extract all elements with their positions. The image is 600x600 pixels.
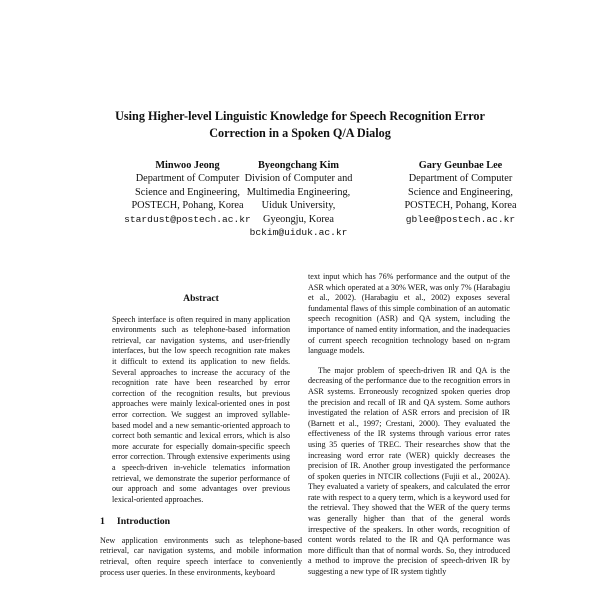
author-block-2 bbox=[211, 159, 386, 239]
author-email: bckim@uiduk.ac.kr bbox=[249, 227, 348, 239]
author-affiliation-line: Uiduk University, bbox=[261, 200, 336, 212]
abstract-heading: Abstract bbox=[183, 293, 219, 304]
author-affiliation-line: POSTECH, Pohang, Korea bbox=[131, 200, 244, 212]
author-email: stardust@postech.ac.kr bbox=[124, 213, 251, 225]
author-affiliation-line: Science and Engineering, bbox=[408, 186, 513, 198]
author-affiliation-line: Science and Engineering, bbox=[135, 186, 240, 198]
abstract-text: Speech interface is often required in many application environments such as telephone-based information retrieval, car navigation systems, and user-friendly interfaces, but the low speech recognition rate makes it difficult to extend its application to new fields. Several approaches to increase the accuracy of the recognition rate have been researched by error correction of the recognition results, but previous approaches were mainly lexical-oriented ones in post error correction. We suggest an improved syllable-based model and a new semantic-oriented approach to correct both semantic and lexical errors, which is also more accurate for especially domain-specific speech error correction. Through extensive experiments using a speech-driven in-vehicle telematics information retrieval, we demonstrate the superior performance of our approach and some advantages over previous lexical-oriented approaches. bbox=[112, 314, 290, 504]
right-column bbox=[308, 272, 510, 578]
author-affiliation-line: Department of Computer bbox=[408, 173, 513, 185]
paper-title bbox=[60, 108, 540, 142]
title-line-2: Correction in a Spoken Q/A Dialog bbox=[209, 126, 391, 140]
left-column bbox=[100, 294, 302, 578]
author-affiliation-line: Department of Computer bbox=[135, 173, 240, 185]
introduction-heading bbox=[100, 517, 302, 528]
author-affiliation-line: POSTECH, Pohang, Korea bbox=[404, 200, 517, 212]
title-line-1: Using Higher-level Linguistic Knowledge for Speech Recognition Error bbox=[115, 109, 485, 123]
author-affiliation-line: Multimedia Engineering, bbox=[246, 186, 351, 198]
section-number: 1 bbox=[100, 516, 105, 528]
author-affiliation-line: Gyeongju, Korea bbox=[263, 213, 334, 225]
author-name: Gary Geunbae Lee bbox=[418, 160, 503, 171]
body-paragraph-1: text input which has 76% performance and the output of the ASR which operated at a 30% WER, was only 7% (Harabagiu et al., 2002). (Harabagiu et al., 2002) exposes several fundamental flaws of this simple combination of an automatic speech recognition (ASR) and QA system, including the importance of named entity information, and the inadequacies of current speech recognition technology based on n-gram language models. bbox=[308, 272, 510, 356]
body-paragraph-2: The major problem of speech-driven IR and QA is the decreasing of the performance due to the recognition errors in ASR systems. Erroneously recognized spoken queries drop the precision and recall of IR and QA system. Some authors investigated the relation of ASR errors and precision of IR (Barnett et al., 1997; Crestani, 2000). They evaluated the effectiveness of the IR systems through various error rates using 35 queries of TREC. Their researches show that the increasing word error rate (WER) quickly decreases the precision of IR. Another group investigated the performance of spoken queries in NTCIR collections (Fujii et al., 2002A). They evaluated a variety of speakers, and calculated the error rate with respect to a query term, which is a keyword used for the retrieval. They showed that the WER of the query terms was generally higher than that of the general words irrespective of the speakers. In other words, recognition of content words related to the IR and QA performance was more difficult than that of normal words. So, they introduced a method to improve the precision of speech-driven IR by suggesting a new type of IR system tightly bbox=[308, 365, 510, 577]
author-affiliation-line: Division of Computer and bbox=[244, 173, 353, 185]
author-block-3 bbox=[373, 159, 548, 226]
author-email: gblee@postech.ac.kr bbox=[405, 213, 516, 225]
introduction-text: New application environments such as telephone-based retrieval, car navigation systems, and mobile information retrieval, often require speech interface to conveniently process user queries. In these environments, keyboard bbox=[100, 535, 302, 577]
author-name: Minwoo Jeong bbox=[155, 160, 220, 171]
author-name: Byeongchang Kim bbox=[258, 160, 339, 171]
section-title: Introduction bbox=[116, 516, 171, 528]
